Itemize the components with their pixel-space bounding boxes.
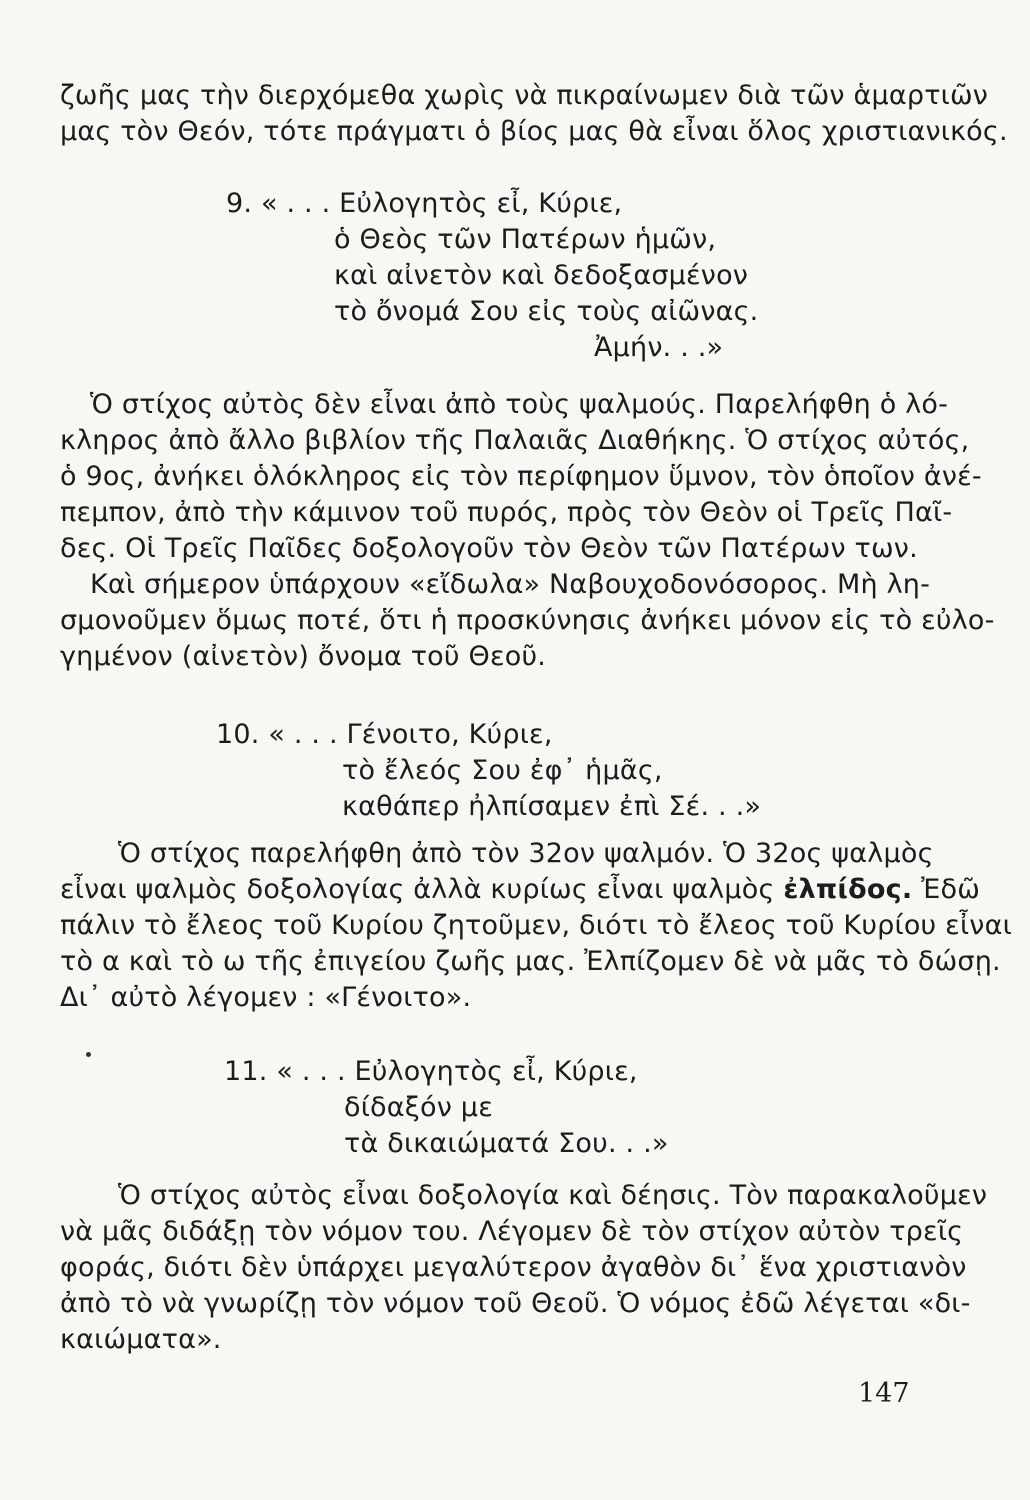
para-3-line-2: [60, 872, 980, 908]
para-3-line-1: Ὁ στίχος παρελήφθη ἀπὸ τὸν 32ον ψαλμόν. Ὁ 32ος ψαλμὸς: [118, 838, 934, 869]
para-4-line-1: Ὁ στίχος αὐτὸς εἶναι δοξολογία καὶ δέησις. Τὸν παρακαλοῦμεν: [118, 1180, 988, 1211]
para-3-line-3: πάλιν τὸ ἔλεος τοῦ Κυρίου ζητοῦμεν, διότι τὸ ἔλεος τοῦ Κυρίου εἶναι: [60, 910, 1012, 941]
page-number: 147: [858, 1378, 910, 1409]
para-4-line-2: νὰ μᾶς διδάξῃ τὸν νόμον του. Λέγομεν δὲ τὸν στίχον αὐτὸν τρεῖς: [60, 1216, 964, 1247]
verse-9-line-5: Ἀμήν. . .»: [594, 332, 724, 363]
verse-9-line-4: τὸ ὄνομά Σου εἰς τοὺς αἰῶνας.: [334, 296, 759, 327]
para-2-line-3: γημένον (αἰνετὸν) ὄνομα τοῦ Θεοῦ.: [60, 641, 547, 672]
para-4-line-3: φοράς, διότι δὲν ὑπάρχει μεγαλύτερον ἀγαθὸν δι᾽ ἕνα χριστιανὸν: [60, 1252, 967, 1283]
verse-9-line-3: καὶ αἰνετὸν καὶ δεδοξασμένον: [334, 260, 749, 291]
ink-speck: [86, 1052, 91, 1057]
para-3-line-5: Δι᾽ αὐτὸ λέγομεν : «Γένοιτο».: [60, 982, 472, 1013]
verse-9-line-1: 9. « . . . Εὐλογητὸς εἶ, Κύριε,: [226, 188, 623, 219]
para-1-line-4: πεμπον, ἀπὸ τὴν κάμινον τοῦ πυρός, πρὸς τὸν Θεὸν οἱ Τρεῖς Παῖ-: [60, 497, 953, 528]
para-4-line-5: καιώματα».: [60, 1324, 222, 1355]
verse-11-line-1: 11. « . . . Εὐλογητὸς εἶ, Κύριε,: [224, 1056, 638, 1087]
verse-9-line-2: ὁ Θεὸς τῶν Πατέρων ἡμῶν,: [334, 224, 717, 255]
para-1-line-3: ὁ 9ος, ἀνήκει ὁλόκληρος εἰς τὸν περίφημον ὕμνον, τὸν ὁποῖον ἀνέ-: [60, 461, 982, 492]
para-3-line-2-end: Ἐδῶ: [921, 874, 981, 905]
para-3-line-4: τὸ α καὶ τὸ ω τῆς ἐπιγείου ζωῆς μας. Ἐλπίζομεν δὲ νὰ μᾶς τὸ δώσῃ.: [60, 946, 1001, 977]
verse-10-line-3: καθάπερ ἠλπίσαμεν ἐπὶ Σέ. . .»: [342, 791, 762, 822]
para-2-line-2: σμονοῦμεν ὅμως ποτέ, ὅτι ἡ προσκύνησις ἀνήκει μόνον εἰς τὸ εὐλο-: [60, 605, 995, 636]
para-4-line-4: ἀπὸ τὸ νὰ γνωρίζῃ τὸν νόμον τοῦ Θεοῦ. Ὁ νόμος ἐδῶ λέγεται «δι-: [60, 1288, 971, 1319]
bold-word-elpidos: ἐλπίδος.: [783, 874, 913, 905]
para-2-line-1: Καὶ σήμερον ὑπάρχουν «εἴδωλα» Ναβουχοδονόσορος. Μὴ λη-: [90, 569, 931, 600]
para-3-line-2-text: εἶναι ψαλμὸς δοξολογίας ἀλλὰ κυρίως εἶναι ψαλμὸς: [60, 874, 775, 905]
verse-10-line-1: 10. « . . . Γένοιτο, Κύριε,: [216, 719, 553, 750]
para-1-line-2: κληρος ἀπὸ ἄλλο βιβλίον τῆς Παλαιᾶς Διαθήκης. Ὁ στίχος αὐτός,: [60, 425, 970, 456]
verse-10-line-2: τὸ ἔλεός Σου ἐφ᾽ ἡμᾶς,: [342, 755, 663, 786]
text-line-2: μας τὸν Θεόν, τότε πράγματι ὁ βίος μας θὰ εἶναι ὅλος χριστιανικός.: [60, 116, 1008, 147]
para-1-line-1: Ὁ στίχος αὐτὸς δὲν εἶναι ἀπὸ τοὺς ψαλμούς. Παρελήφθη ὁ λό-: [90, 389, 949, 420]
para-1-line-5: δες. Οἱ Τρεῖς Παῖδες δοξολογοῦν τὸν Θεὸν τῶν Πατέρων των.: [60, 533, 918, 564]
text-line-1: ζωῆς μας τὴν διερχόμεθα χωρὶς νὰ πικραίνωμεν διὰ τῶν ἁμαρτιῶν: [60, 80, 989, 111]
verse-11-line-2: δίδαξόν με: [344, 1092, 493, 1123]
verse-11-line-3: τὰ δικαιώματά Σου. . .»: [344, 1128, 669, 1159]
